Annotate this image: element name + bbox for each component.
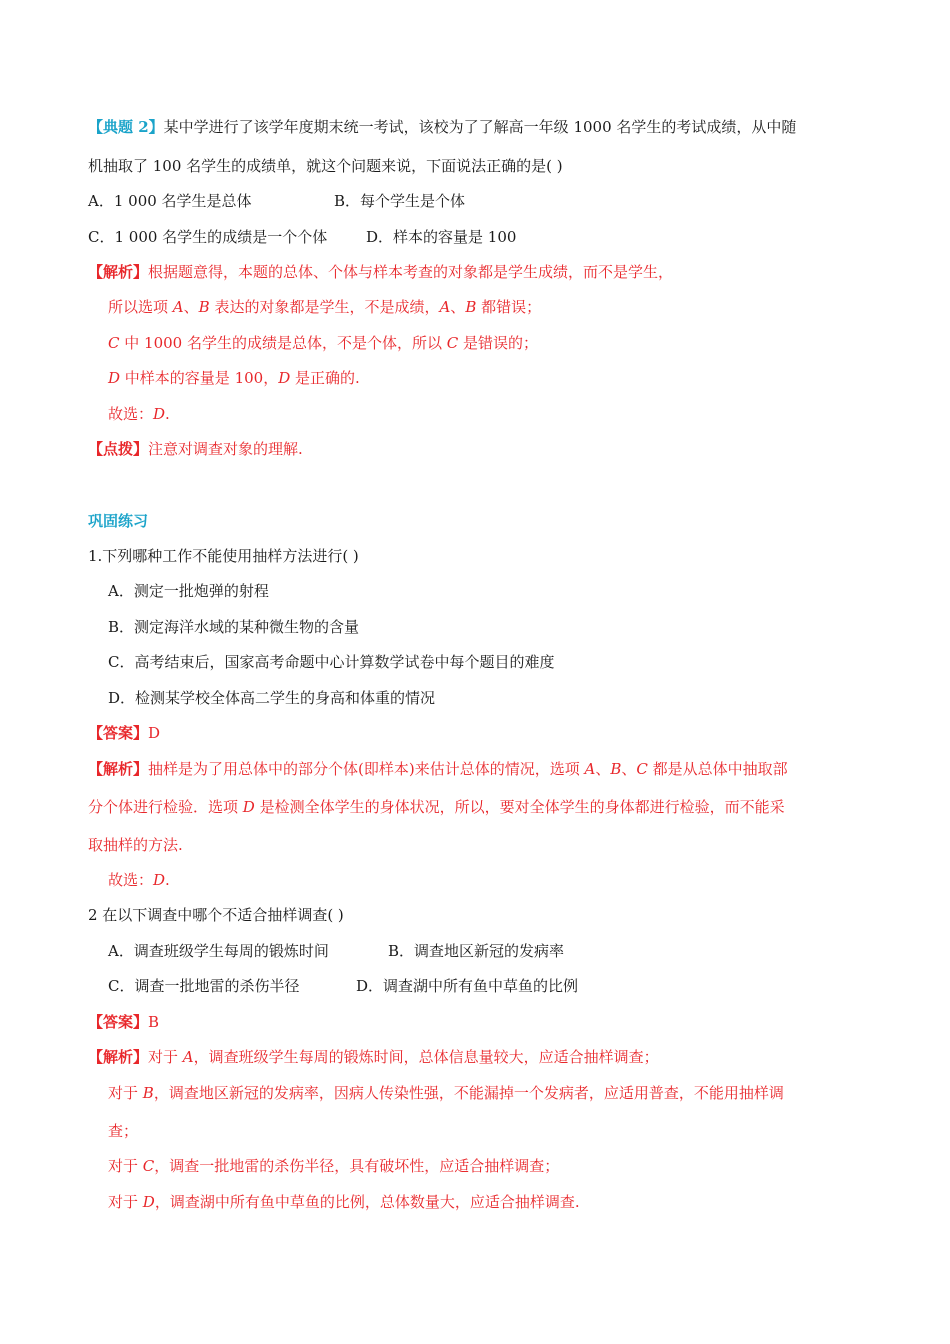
analysis-text: 对于 [108, 1193, 143, 1211]
analysis-var: D [142, 1193, 155, 1211]
analysis-text: 、 [450, 298, 466, 316]
example-choose [108, 403, 170, 425]
analysis-text: 、 [621, 760, 637, 778]
q1-option-d: D．检测某学校全体高二学生的身高和体重的情况 [108, 689, 436, 707]
analysis-text: 都是从总体中抽取部 [647, 760, 788, 778]
q2-stem: 2 在以下调查中哪个不适合抽样调查( ) [88, 906, 344, 924]
q2-option-d: D．调查湖中所有鱼中草鱼的比例 [356, 977, 579, 995]
example-option-c: C．1 000 名学生的成绩是一个个体 [88, 228, 328, 246]
analysis-var: D [242, 798, 255, 816]
analysis-tag: 【解析】 [88, 1048, 149, 1066]
analysis-text: 中 1000 名学生的成绩是总体，不是个体，所以 [119, 334, 447, 352]
analysis-text: 是正确的. [290, 369, 360, 387]
q1-option-c: C．高考结束后，国家高考命题中心计算数学试卷中每个题目的难度 [108, 653, 555, 671]
analysis-text: ，调查班级学生每周的锻炼时间，总体信息量较大，应适合抽样调查； [193, 1048, 659, 1066]
q1-answer [88, 722, 160, 744]
analysis-text: 、 [595, 760, 611, 778]
q2-analysis-line-2 [108, 1082, 784, 1104]
analysis-text: ，调查一批地雷的杀伤半径，具有破坏性，应适合抽样调查； [154, 1157, 560, 1175]
choose-text: . [165, 405, 170, 423]
q1-analysis-line-3: 取抽样的方法. [88, 836, 183, 854]
section-heading: 巩固练习 [88, 512, 149, 530]
q1-stem: 1.下列哪种工作不能使用抽样方法进行( ) [88, 547, 359, 565]
analysis-text: 都错误； [476, 298, 542, 316]
analysis-var: C [142, 1157, 155, 1175]
q1-analysis-line-1 [88, 758, 788, 780]
q2-analysis-line-1 [88, 1046, 659, 1068]
example-question-text-1: 某中学进行了该学年度期末统一考试，该校为了了解高一年级 1000 名学生的考试成绩，从中随 [163, 118, 797, 136]
analysis-text: 对于 [108, 1157, 143, 1175]
choose-answer: D [153, 405, 166, 423]
q2-option-b: B．调查地区新冠的发病率 [388, 942, 565, 960]
choose-answer: D [153, 871, 166, 889]
answer-value: D [148, 724, 161, 742]
analysis-var: D [278, 369, 291, 387]
analysis-text: 根据题意得，本题的总体、个体与样本考查的对象都是学生成绩，而不是学生， [148, 263, 674, 281]
example-question-line-1 [88, 116, 796, 138]
analysis-var: A [172, 298, 184, 316]
answer-tag: 【答案】 [88, 1013, 149, 1031]
analysis-text: 、 [183, 298, 199, 316]
analysis-var: C [446, 334, 459, 352]
q1-analysis-line-2 [88, 796, 785, 818]
analysis-var: A [182, 1048, 194, 1066]
q2-analysis-line-4 [108, 1155, 559, 1177]
example-question-line-2: 机抽取了 100 名学生的成绩单，就这个问题来说，下面说法正确的是( ) [88, 157, 563, 175]
analysis-text: ，调查地区新冠的发病率，因病人传染性强，不能漏掉一个发病者，应适用普查，不能用抽样调 [153, 1084, 784, 1102]
analysis-var: B [465, 298, 477, 316]
q2-option-c: C．调查一批地雷的杀伤半径 [108, 977, 300, 995]
hint-text: 注意对调查对象的理解. [148, 440, 303, 458]
choose-text: 故选： [108, 871, 154, 889]
analysis-var: C [636, 760, 648, 778]
analysis-var: D [108, 369, 121, 387]
analysis-text: 是检测全体学生的身体状况，所以，要对全体学生的身体都进行检验，而不能采 [254, 798, 785, 816]
example-analysis-line-4 [108, 367, 360, 389]
analysis-text: 对于 [108, 1084, 143, 1102]
analysis-tag: 【解析】 [88, 263, 149, 281]
analysis-tag: 【解析】 [88, 760, 149, 778]
hint-tag: 【点拨】 [88, 440, 149, 458]
analysis-text: ，调查湖中所有鱼中草鱼的比例，总体数量大，应适合抽样调查. [154, 1193, 580, 1211]
example-analysis-line-1 [88, 261, 673, 283]
analysis-var: B [610, 760, 622, 778]
example-option-b: B．每个学生是个体 [334, 192, 466, 210]
answer-value: B [148, 1013, 160, 1031]
example-analysis-line-2 [108, 296, 541, 318]
q2-analysis-line-3: 查； [108, 1122, 139, 1140]
analysis-var: B [142, 1084, 154, 1102]
q1-choose [108, 869, 170, 891]
example-option-a: A．1 000 名学生是总体 [88, 192, 252, 210]
analysis-var: A [439, 298, 451, 316]
example-analysis-line-3 [108, 332, 538, 354]
q1-option-b: B．测定海洋水域的某种微生物的含量 [108, 618, 360, 636]
choose-text: 故选： [108, 405, 154, 423]
example-tag: 【典题 2】 [88, 118, 164, 136]
analysis-var: C [108, 334, 120, 352]
answer-tag: 【答案】 [88, 724, 149, 742]
analysis-text: 抽样是为了用总体中的部分个体(即样本)来估计总体的情况，选项 [148, 760, 585, 778]
analysis-text: 是错误的； [458, 334, 538, 352]
analysis-text: 所以选项 [108, 298, 173, 316]
analysis-var: A [584, 760, 596, 778]
q2-option-a: A．调查班级学生每周的锻炼时间 [108, 942, 329, 960]
analysis-text: 对于 [148, 1048, 183, 1066]
q1-option-a: A．测定一批炮弹的射程 [108, 582, 269, 600]
analysis-var: B [198, 298, 210, 316]
example-option-d: D．样本的容量是 100 [366, 228, 517, 246]
q2-answer [88, 1011, 159, 1033]
choose-text: . [165, 871, 170, 889]
analysis-text: 分个体进行检验．选项 [88, 798, 243, 816]
q2-analysis-line-5 [108, 1191, 580, 1213]
example-hint [88, 438, 303, 460]
analysis-text: 表达的对象都是学生，不是成绩， [209, 298, 440, 316]
analysis-text: 中样本的容量是 100， [120, 369, 279, 387]
